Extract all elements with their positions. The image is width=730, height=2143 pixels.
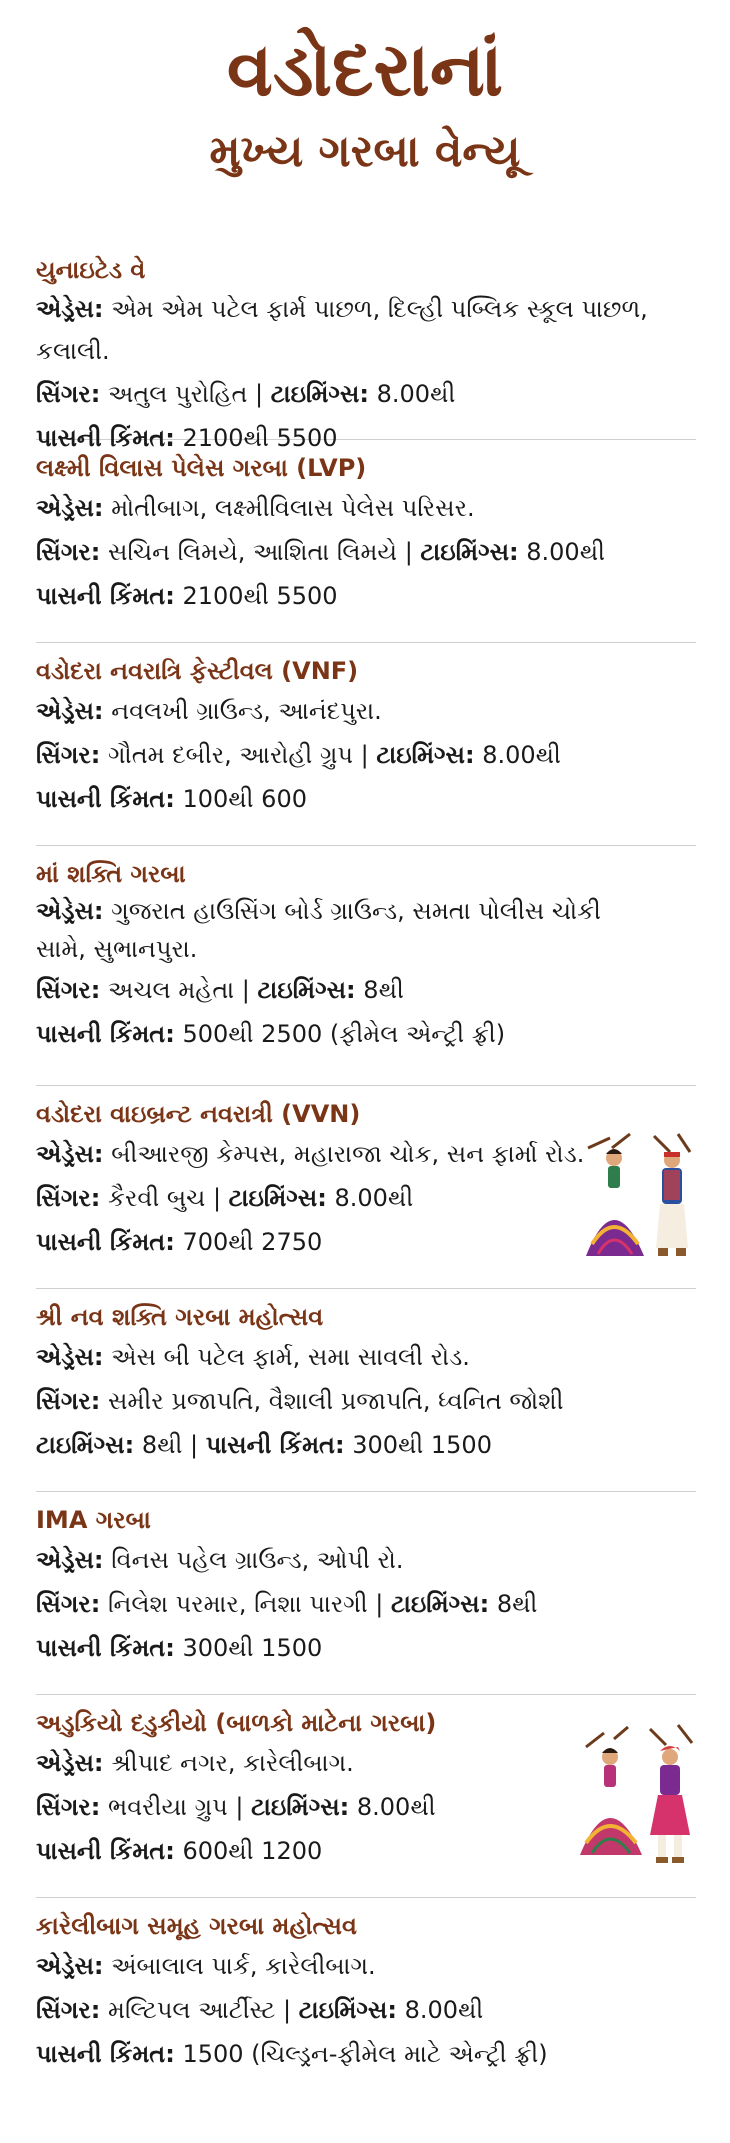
separator: | <box>182 1431 206 1459</box>
timing-label: ટાઇમિંગ્સ: <box>420 538 519 566</box>
address-label: એડ્રેસ: <box>36 1546 104 1574</box>
price-label: પાસની કિંમત: <box>36 424 175 452</box>
kids-garba-dancers-illustration <box>574 1717 704 1867</box>
venue-address-row <box>36 1538 696 1582</box>
venue-name: શ્રી નવ શક્તિ ગરબા મહોત્સવ <box>36 1303 324 1331</box>
venue-address: એમ એમ પટેલ ફાર્મ પાછળ, દિલ્હી પબ્લિક સ્કૂલ પાછળ, કલાલી. <box>36 295 648 365</box>
venue-card <box>36 440 696 643</box>
venue-price-row <box>36 2032 696 2076</box>
venue-name: માં શક્તિ ગરબા <box>36 860 186 888</box>
price-label: પાસની કિંમત: <box>36 785 175 813</box>
venue-singer: ભવરીયા ગ્રુપ <box>108 1793 228 1821</box>
venue-name: અડુકિયો દડુકીયો (બાળકો માટેના ગરબા) <box>36 1709 437 1737</box>
venue-address: બીઆરજી કેમ્પસ, મહારાજા ચોક, સન ફાર્મા રોડ. <box>111 1140 585 1168</box>
venue-price: 600થી 1200 <box>182 1837 323 1865</box>
venue-address: એસ બી પટેલ ફાર્મ, સમા સાવલી રોડ. <box>111 1343 470 1371</box>
venue-singer: સમીર પ્રજાપતિ, વૈશાલી પ્રજાપતિ, ધ્વનિત જોશી <box>108 1387 564 1415</box>
venue-card <box>36 1492 696 1695</box>
address-label: એડ્રેસ: <box>36 1343 104 1371</box>
venue-name: વડોદરા વાઇબ્રન્ટ નવરાત્રી (VVN) <box>36 1100 361 1128</box>
price-label: પાસની કિંમત: <box>36 2040 175 2068</box>
venue-timing: 8.00થી <box>404 1996 484 2024</box>
venue-singer-row <box>36 530 696 574</box>
venue-price: 2100થી 5500 <box>182 424 338 452</box>
singer-label: સિંગર: <box>36 1793 101 1821</box>
venue-price: 300થી 1500 <box>352 1431 492 1459</box>
address-label: એડ્રેસ: <box>36 295 104 323</box>
venue-timing: 8.00થી <box>376 380 456 408</box>
venue-card <box>36 242 696 452</box>
timing-label: ટાઇમિંગ્સ: <box>298 1996 397 2024</box>
venue-singer-row <box>36 968 696 1012</box>
venue-singer: નિલેશ પરમાર, નિશા પારગી <box>108 1590 368 1618</box>
venue-address: અંબાલાલ પાર્ક, કારેલીબાગ. <box>111 1952 376 1980</box>
venue-timing: 8.00થી <box>526 538 605 566</box>
venue-address-row <box>36 288 656 372</box>
separator: | <box>275 1996 299 2024</box>
venue-price-row <box>36 1012 696 1056</box>
venue-address: શ્રીપાદ નગર, કારેલીબાગ. <box>111 1749 354 1777</box>
venue-address-row <box>36 486 696 530</box>
venue-price: 100થી 600 <box>182 785 307 813</box>
singer-label: સિંગર: <box>36 1184 101 1212</box>
venue-name: લક્ષ્મી વિલાસ પેલેસ ગરબા (LVP) <box>36 454 367 482</box>
singer-label: સિંગર: <box>36 380 101 408</box>
venue-name: વડોદરા નવરાત્રિ ફેસ્ટીવલ (VNF) <box>36 657 359 685</box>
timing-label: ટાઇમિંગ્સ: <box>257 976 356 1004</box>
separator: | <box>367 1590 391 1618</box>
page-subtitle: મુખ્ય ગરબા વેન્યૂ <box>209 126 521 177</box>
address-label: એડ્રેસ: <box>36 494 104 522</box>
venue-price-row <box>36 777 696 821</box>
venue-singer-row <box>36 1582 696 1626</box>
separator: | <box>227 1793 252 1821</box>
venue-price: 500થી 2500 (ફીમેલ એન્ટ્રી ફ્રી) <box>182 1020 506 1048</box>
separator: | <box>353 741 377 769</box>
timing-label: ટાઇમિંગ્સ: <box>391 1590 490 1618</box>
venue-singer-row <box>36 372 696 416</box>
price-label: પાસની કિંમત: <box>36 1634 175 1662</box>
venue-price-row <box>36 1423 696 1467</box>
singer-label: સિંગર: <box>36 741 101 769</box>
venue-card <box>36 1695 696 1898</box>
timing-label: ટાઇમિંગ્સ: <box>228 1184 327 1212</box>
venue-card <box>36 1289 696 1492</box>
timing-label: ટાઇમિંગ્સ: <box>376 741 475 769</box>
venue-name: યુનાઇટેડ વે <box>36 256 146 284</box>
address-label: એડ્રેસ: <box>36 1140 104 1168</box>
price-label: પાસની કિંમત: <box>36 1020 175 1048</box>
singer-label: સિંગર: <box>36 1387 101 1415</box>
venue-price: 700થી 2750 <box>182 1228 323 1256</box>
venue-timing: 8થી <box>496 1590 538 1618</box>
venue-card <box>36 1086 696 1289</box>
venue-address: ગુજરાત હાઉસિંગ બોર્ડ ગ્રાઉન્ડ, સમતા પોલીસ ચોકી સામે, સુભાનપુરા. <box>36 897 601 963</box>
venue-singer: સચિન લિમયે, આશિતા લિમયે <box>108 538 398 566</box>
venue-singer: કૈરવી બુચ <box>108 1184 206 1212</box>
price-label: પાસની કિંમત: <box>36 1228 175 1256</box>
garba-dancers-illustration <box>574 1126 704 1266</box>
venue-card <box>36 1898 696 2098</box>
address-label: એડ્રેસ: <box>36 1749 104 1777</box>
venue-timing: 8.00થી <box>334 1184 414 1212</box>
venue-timing: 8.00થી <box>482 741 561 769</box>
venue-price: 300થી 1500 <box>182 1634 323 1662</box>
venue-singer: અચલ મહેતા <box>108 976 235 1004</box>
singer-label: સિંગર: <box>36 1996 101 2024</box>
venue-address-row <box>36 689 696 733</box>
timing-label: ટાઇમિંગ્સ: <box>36 1431 135 1459</box>
venue-card <box>36 643 696 846</box>
timing-label: ટાઇમિંગ્સ: <box>270 380 369 408</box>
venue-address-row <box>36 1944 696 1988</box>
venue-list <box>36 242 696 2098</box>
separator: | <box>247 380 271 408</box>
separator: | <box>397 538 421 566</box>
venue-address: વિનસ પહેલ ગ્રાઉન્ડ, ઓપી રો. <box>111 1546 404 1574</box>
price-label: પાસની કિંમત: <box>205 1431 345 1459</box>
venue-price: 1500 (ચિલ્ડ્રન-ફીમેલ માટે એન્ટ્રી ફ્રી) <box>182 2040 548 2068</box>
address-label: એડ્રેસ: <box>36 1952 104 1980</box>
venue-timing: 8થી <box>141 1431 183 1459</box>
venue-singer: ગૌતમ દબીર, આરોહી ગ્રુપ <box>108 741 354 769</box>
price-label: પાસની કિંમત: <box>36 582 175 610</box>
venue-address-row <box>36 1335 696 1379</box>
venue-singer-row <box>36 733 696 777</box>
venue-name: IMA ગરબા <box>36 1506 151 1534</box>
page-title: વડોદરાનાં <box>226 27 504 113</box>
separator: | <box>205 1184 229 1212</box>
venue-singer-row <box>36 1988 696 2032</box>
venue-address: મોતીબાગ, લક્ષ્મીવિલાસ પેલેસ પરિસર. <box>111 494 475 522</box>
singer-label: સિંગર: <box>36 1590 101 1618</box>
header <box>0 0 730 182</box>
venue-price: 2100થી 5500 <box>182 582 338 610</box>
venue-name: કારેલીબાગ સમૂહ ગરબા મહોત્સવ <box>36 1912 357 1940</box>
venue-singer-row <box>36 1379 696 1423</box>
singer-label: સિંગર: <box>36 976 101 1004</box>
venue-price-row <box>36 1626 696 1670</box>
venue-address: નવલખી ગ્રાઉન્ડ, આનંદપુરા. <box>111 697 382 725</box>
price-label: પાસની કિંમત: <box>36 1837 175 1865</box>
timing-label: ટાઇમિંગ્સ: <box>251 1793 350 1821</box>
address-label: એડ્રેસ: <box>36 897 104 925</box>
venue-timing: 8.00થી <box>356 1793 436 1821</box>
venue-timing: 8થી <box>363 976 404 1004</box>
separator: | <box>234 976 258 1004</box>
venue-singer: મલ્ટિપલ આર્ટીસ્ટ <box>108 1996 276 2024</box>
venue-card <box>36 846 696 1086</box>
venue-singer: અતુલ પુરોહિત <box>108 380 248 408</box>
singer-label: સિંગર: <box>36 538 101 566</box>
venue-price-row <box>36 574 696 618</box>
address-label: એડ્રેસ: <box>36 697 104 725</box>
venue-address-row <box>36 892 656 968</box>
